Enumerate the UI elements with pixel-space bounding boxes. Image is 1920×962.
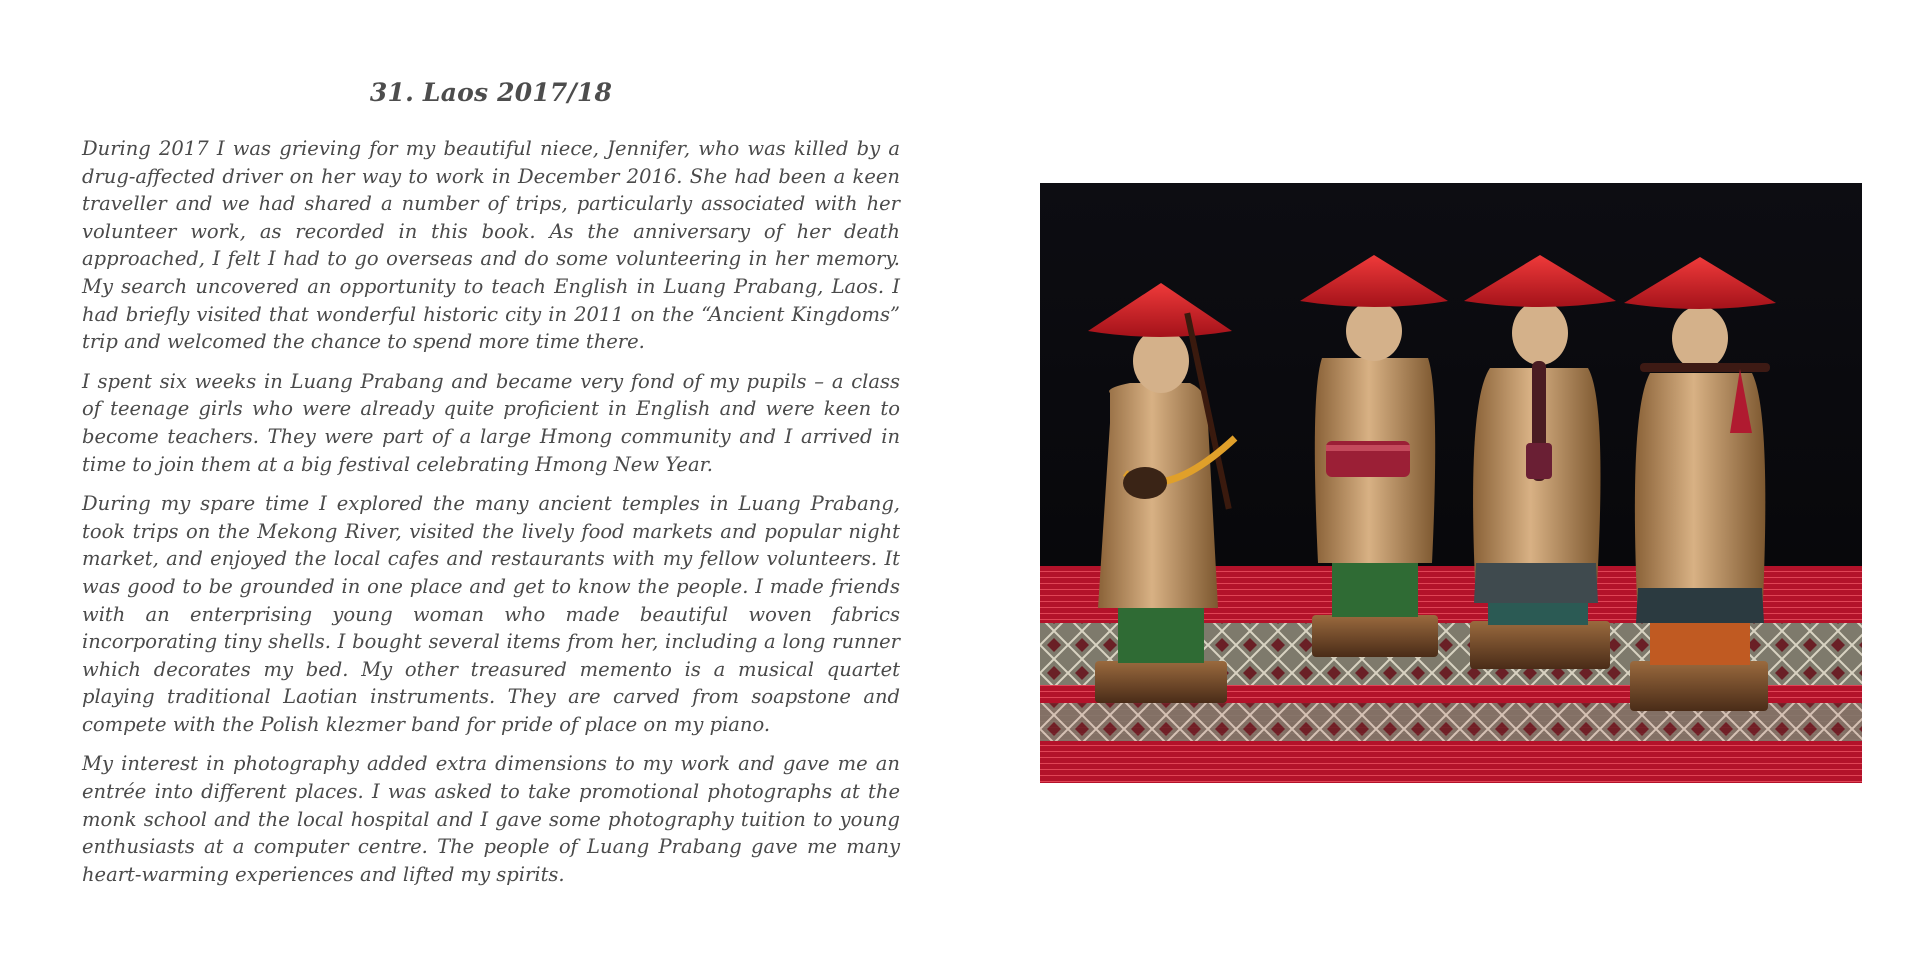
paragraph-2: I spent six weeks in Luang Prabang and became very fond of my pupils – a class of teenage girls who were already quite proficient in English and were keen to become teachers. They were part of a large Hmong community and I arrived in time to join them at a big festival celebrating Hmong New Year.: [82, 369, 900, 476]
paragraph-1: During 2017 I was grieving for my beautiful niece, Jennifer, who was killed by a drug-affected driver on her way to work in December 2016. She had been a keen traveller and we had shared a number of trips, particularly associated with her volunteer work, as recorded in this book. As the anniversary of her death approached, I felt I had to go overseas and do some volunteering in her memory. My search uncovered an opportunity to teach English in Luang Prabang, Laos. I had briefly visited that wonderful historic city in 2011 on the “Ancient Kingdoms” trip and welcomed the chance to spend more time there.: [82, 137, 900, 354]
photo-illustration: [1040, 183, 1862, 783]
paragraph-4: My interest in photography added extra dimensions to my work and gave me an entrée into different places. I was asked to take promotional photographs at the monk school and the local hospital and I gave some photography tuition to young enthusiasts at a computer centre. The people of Luang Prabang gave me many heart-warming experiences and lifted my spirits.: [82, 752, 900, 886]
text-page: [82, 60, 900, 900]
chapter-title: 31. Laos 2017/18: [369, 78, 613, 107]
paragraph-3: During my spare time I explored the many ancient temples in Luang Prabang, took trips on the Mekong River, visited the lively food markets and popular night market, and enjoyed the local cafes and restaurants with my fellow volunteers. It was good to be grounded in one place and get to know the people. I made friends with an enterprising young woman who made beautiful woven fabrics incorporating tiny shells. I bought several items from her, including a long runner which decorates my bed. My other treasured memento is a musical quartet playing traditional Laotian instruments. They are carved from soapstone and compete with the Polish klezmer band for pride of place on my piano.: [82, 492, 900, 736]
figurines-photo: [1040, 183, 1862, 783]
